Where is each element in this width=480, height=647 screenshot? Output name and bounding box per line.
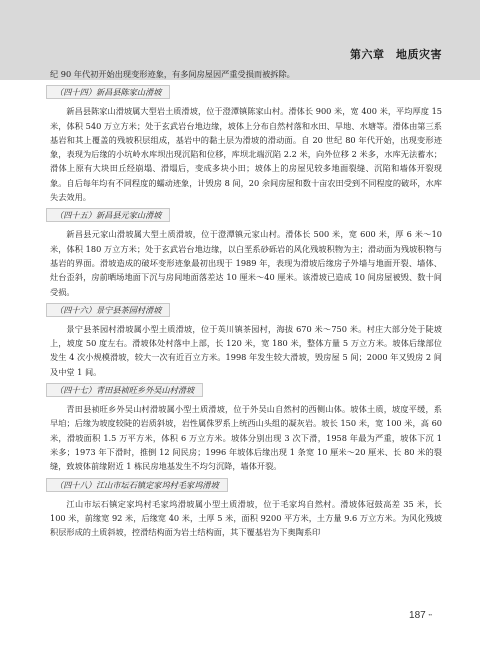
section-paragraph: 景宁县茶园村滑坡属小型土质滑坡，位于英川镇茶园村，海拔 670 米～750 米。村庄大部分处于陡坡上，坡度 50 度左右。滑坡体处村落中上部，长 120 米，宽 180 米，整体方量 5 万立方米。坡体后缘部位发生 4 次小规模滑坡，较大一次有近百立方米。1998 年发生较大滑坡，毁房屋 5 间；2000 年又毁房 2 间及中堂 1 间。 bbox=[50, 323, 442, 377]
section-heading: （四十六）景宁县茶园村滑坡 bbox=[46, 303, 170, 317]
page-footer bbox=[409, 610, 432, 621]
section-heading: （四十七）青田县祯旺乡外吴山村滑坡 bbox=[46, 383, 203, 397]
section-paragraph: 江山市坛石镇定家坞村毛家坞滑坡属小型土质滑坡，位于毛家坞自然村。滑坡体冠鼓高差 35 米，长 100 米，前缘宽 92 米，后缘宽 40 米，土厚 5 米，面积 9200 平方米，土方量 9.6 万立方米。为风化残坡积层形成的土质斜坡，控滑结构面为岩土结构面，其下覆基岩为下奥陶系印 bbox=[50, 498, 442, 538]
section-paragraph: 青田县祯旺乡外吴山村滑坡属小型土质滑坡，位于外吴山自然村的西侧山体。坡体土质，坡度平缓，系早垍；后缘为坡度较陡的岩质斜坡，岩性属侏罗系上统西山头组的凝灰岩。坡长 150 米，宽 100 米，高 60 米，滑坡面积 1.5 万平方米，体积 6 万立方米。坡体分别出现 3 次下滑，1958 年最为严重，坡体下沉 1 米多；1973 年下滑时，推倒 12 间民房；1996 年坡体后缘出现 1 条宽 10 厘米～20 厘米、长 80 米的裂缝，致坡体前缘附近 1 栋民房地基发生不均匀沉降，墙体开裂。 bbox=[50, 404, 442, 472]
page-body bbox=[50, 67, 442, 539]
footer-mark: •• bbox=[428, 612, 432, 619]
section-paragraph: 新昌县陈家山滑坡属大型岩土质滑坡，位于澄潭镇陈家山村。滑体长 900 米，宽 400 米，平均厚度 15 米，体积 540 万立方米；处于玄武岩台地边缘，坡体上分布自然村落和水田、旱地、水塘等。滑体由第三系基岩和其上覆盖的残坡积层组成，基岩中的黏土层为滑坡的滑动面。自 20 世纪 80 年代开始，出现变形迹象，表现为后缘的小坑岭水库坝出现沉陷和位移，库坝北端沉陷 2.2 米，向外位移 2 米多，水库无法蓄水；滑体上原有大块田丘经崩塌、滑塌后，变成多块小田；坡体上的房屋见较多地面裂缝、沉陷和墙体开裂现象。自后每年均有不同程度的蠕动迹象，计毁房 8 间，20 余间房屋和数十亩农田受到不同程度的破坏，水库失去效用。 bbox=[50, 106, 442, 203]
intro-paragraph: 纪 90 年代初开始出现变形迹象，有多间房屋因严重受损而被拆除。 bbox=[50, 69, 295, 79]
section-heading: （四十八）江山市坛石镇定家坞村毛家坞滑坡 bbox=[46, 478, 228, 492]
chapter-header: 第六章 地质灾害 bbox=[350, 48, 442, 61]
page-number: 187 bbox=[409, 610, 426, 621]
section-heading: （四十五）新昌县元家山滑坡 bbox=[46, 208, 170, 222]
section-heading: （四十四）新昌县陈家山滑坡 bbox=[46, 85, 170, 99]
section-paragraph: 新昌县元家山滑坡属大型土质滑坡，位于澄潭镇元家山村。滑体长 500 米，宽 600 米，厚 6 米～10 米，体积 180 万立方米；处于玄武岩台地边缘，以白垩系砂砾岩的风化残坡积物为主；滑动面为残坡积物与基岩的界面。滑坡造成的破坏变形迹象最初出现于 1989 年，表现为滑坡后缘房子外墙与地面开裂、墙体、灶台歪斜，房前晒场地面下沉与房间地面落差达 10 厘米～40 厘米。该滑坡已造成 10 间房屋被毁、数十间受损。 bbox=[50, 229, 442, 297]
